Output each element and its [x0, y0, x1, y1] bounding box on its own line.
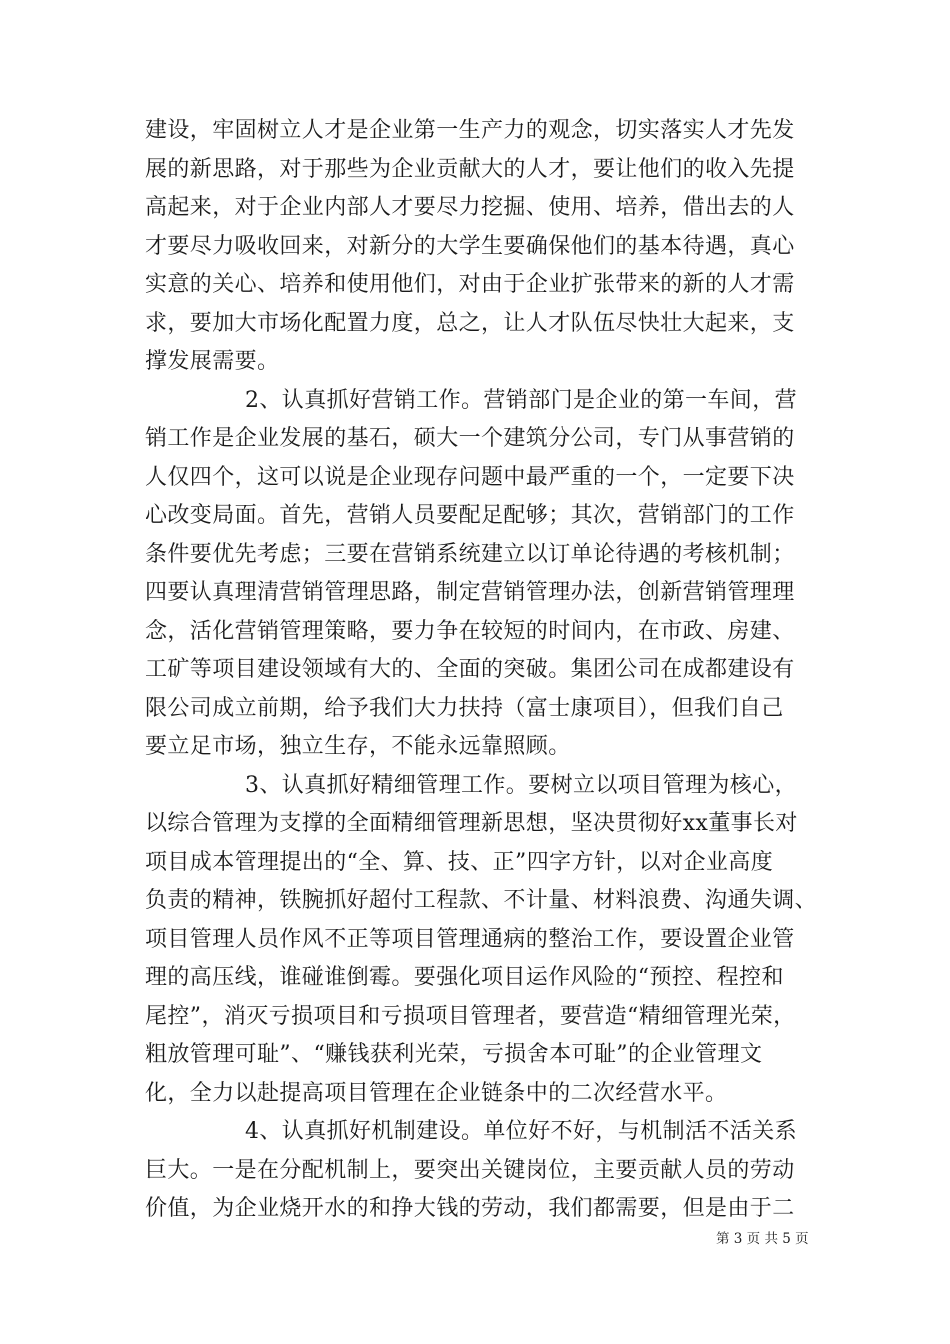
text-line: 项目管理人员作风不正等项目管理通病的整治工作，要设置企业管	[145, 926, 795, 952]
text-line: 高起来，对于企业内部人才要尽力挖掘、使用、培养，借出去的人	[145, 195, 795, 220]
paragraph-start-line: 3、认真抓好精细管理工作。要树立以项目管理为核心，	[245, 772, 797, 798]
text-line: 项目成本管理提出的“全、算、技、正”四字方针，以对企业高度	[145, 849, 774, 875]
text-line: 销工作是企业发展的基石，硕大一个建筑分公司，专门从事营销的	[145, 426, 795, 451]
text-line: 条件要优先考虑；三要在营销系统建立以订单论待遇的考核机制；	[145, 541, 795, 567]
text-line: 撑发展需要。	[145, 349, 280, 374]
text-line: 建设，牢固树立人才是企业第一生产力的观念，切实落实人才先发	[145, 118, 795, 143]
text-line: 心改变局面。首先，营销人员要配足配够；其次，营销部门的工作	[145, 503, 795, 528]
text-line: 化，全力以赴提高项目管理在企业链条中的二次经营水平。	[145, 1080, 728, 1106]
text-line: 限公司成立前期，给予我们大力扶持（富士康项目），但我们自己	[145, 695, 784, 721]
text-line: 工矿等项目建设领域有大的、全面的突破。集团公司在成都建设有	[145, 657, 795, 682]
paragraph-start-line: 4、认真抓好机制建设。单位好不好，与机制活不活关系	[245, 1119, 797, 1144]
text-line: 价值，为企业烧开水的和挣大钱的劳动，我们都需要，但是由于二	[145, 1196, 795, 1221]
text-line: 要立足市场，独立生存，不能永远靠照顾。	[145, 734, 571, 759]
text-line: 实意的关心、培养和使用他们，对由于企业扩张带来的新的人才需	[145, 272, 795, 297]
text-line: 念，活化营销管理策略，要力争在较短的时间内，在市政、房建、	[145, 618, 795, 644]
text-line: 以综合管理为支撑的全面精细管理新思想，坚决贯彻好xx董事长对	[145, 811, 798, 836]
document-body	[145, 112, 818, 1229]
text-line: 求，要加大市场化配置力度，总之，让人才队伍尽快壮大起来，支	[145, 310, 795, 336]
text-line: 才要尽力吸收回来，对新分的大学生要确保他们的基本待遇，真心	[145, 233, 795, 259]
text-line: 理的高压线，谁碰谁倒霉。要强化项目运作风险的“预控、程控和	[145, 965, 784, 990]
text-line: 尾控”，消灭亏损项目和亏损项目管理者，要营造“精细管理光荣，	[145, 1003, 796, 1029]
text-line: 粗放管理可耻”、“赚钱获利光荣，亏损舍本可耻”的企业管理文	[145, 1042, 763, 1067]
text-line: 四要认真理清营销管理思路，制定营销管理办法，创新营销管理理	[145, 580, 795, 605]
text-line: 负责的精神，铁腕抓好超付工程款、不计量、材料浪费、沟通失调、	[145, 888, 818, 913]
text-line: 展的新思路，对于那些为企业贡献大的人才，要让他们的收入先提	[145, 156, 795, 182]
paragraph-start-line: 2、认真抓好营销工作。营销部门是企业的第一车间，营	[245, 387, 797, 413]
page-number-footer: 第 3 页 共 5 页	[716, 1231, 809, 1247]
text-line: 人仅四个，这可以说是企业现存问题中最严重的一个，一定要下决	[145, 464, 795, 490]
text-line: 巨大。一是在分配机制上，要突出关键岗位，主要贡献人员的劳动	[145, 1157, 795, 1183]
